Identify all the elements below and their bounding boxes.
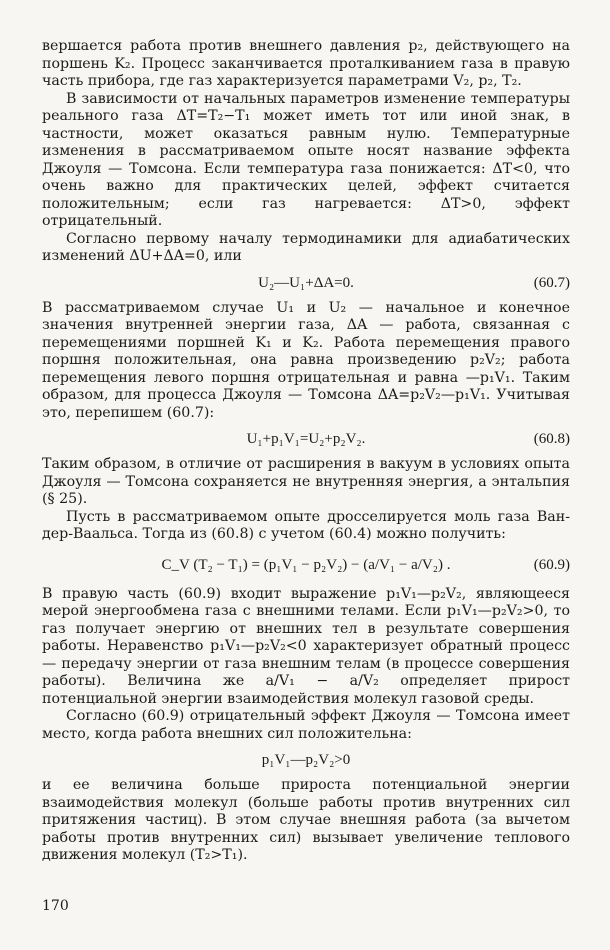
paragraph-4: В рассматриваемом случае U₁ и U₂ — начальное и конечное значения внутренней энергии газа, ΔA — работа, связанная с перемещениями поршней K₁ и K₂. Работа перемещения правого поршня положительная, она равна произведению p₂V₂; работа перемещения левого поршня отрицательная и равна —p₁V₁. Таким образом, для процесса Джоуля — Томсона ΔA=p₂V₂—p₁V₁. Учитывая это, перепишем (60.7): [42,299,570,421]
equation-body: U₁+p₁V₁=U₂+p₂V₂. [246,431,366,447]
equation-60-9 [42,546,570,584]
paragraph-3: Согласно первому началу термодинамики для адиабатических изменений ΔU+ΔA=0, или [42,230,570,264]
equation-60-8 [42,424,570,454]
equation-body: p₁V₁—p₂V₂>0 [261,752,351,768]
equation-number: (60.8) [533,431,570,447]
paragraph-9: и ее величина больше прироста потенциальной энергии взаимодействия молекул (больше работы против внутренних сил притяжения частиц). В этом случае внешняя работа (за вычетом работы против внутренних сил) вызывает увеличение теплового движения молекул (T₂>T₁). [42,777,570,863]
equation-number: (60.9) [533,556,570,573]
paragraph-7: В правую часть (60.9) входит выражение p₁V₁—p₂V₂, являющееся мерой энергообмена газа с внешними телами. Если p₁V₁—p₂V₂>0, то газ получает энергию от внешних тел в результате совершения работы. Неравенство p₁V₁—p₂V₂<0 характеризует обратный процесс — передачу энергии от газа внешним телам (в процессе совершения работы). Величина же a/V₁ − a/V₂ определяет прирост потенциальной энергии взаимодействия молекул газовой среды. [42,585,570,707]
equation-body: C_V (T₂ − T₁) = (p₁V₁ − p₂V₂) − (a/V₁ − a/V₂) . [161,556,451,573]
paragraph-8: Согласно (60.9) отрицательный эффект Джоуля — Томсона имеет место, когда работа внешних сил положительна: [42,708,570,742]
page-number: 170 [42,898,69,914]
paragraph-2: В зависимости от начальных параметров изменение температуры реального газа ΔT=T₂−T₁ может иметь тот или иной знак, в частности, может оказаться равным нулю. Температурные изменения в рассматриваемом опыте носят название эффекта Джоуля — Томсона. Если температура газа понижается: ΔT<0, что очень важно для практических целей, эффект считается положительным; если газ нагревается: ΔT>0, эффект отрицательный. [42,90,570,229]
paragraph-5: Таким образом, в отличие от расширения в вакуум в условиях опыта Джоуля — Томсона сохраняется не внутренняя энергия, а энтальпия (§ 25). [42,456,570,507]
equation-60-7 [42,268,570,298]
equation-number: (60.7) [533,274,570,291]
inequality-display [42,745,570,775]
page-body [42,38,570,865]
paragraph-6: Пусть в рассматриваемом опыте дросселируется моль газа Ван-дер-Ваальса. Тогда из (60.8) с учетом (60.4) можно получить: [42,508,570,542]
equation-body: U₂—U₁+ΔA=0. [258,274,354,291]
paragraph-1: вершается работа против внешнего давления p₂, действующего на поршень K₂. Процесс заканчивается проталкиванием газа в правую часть прибора, где газ характеризуется параметрами V₂, p₂, T₂. [42,38,570,89]
